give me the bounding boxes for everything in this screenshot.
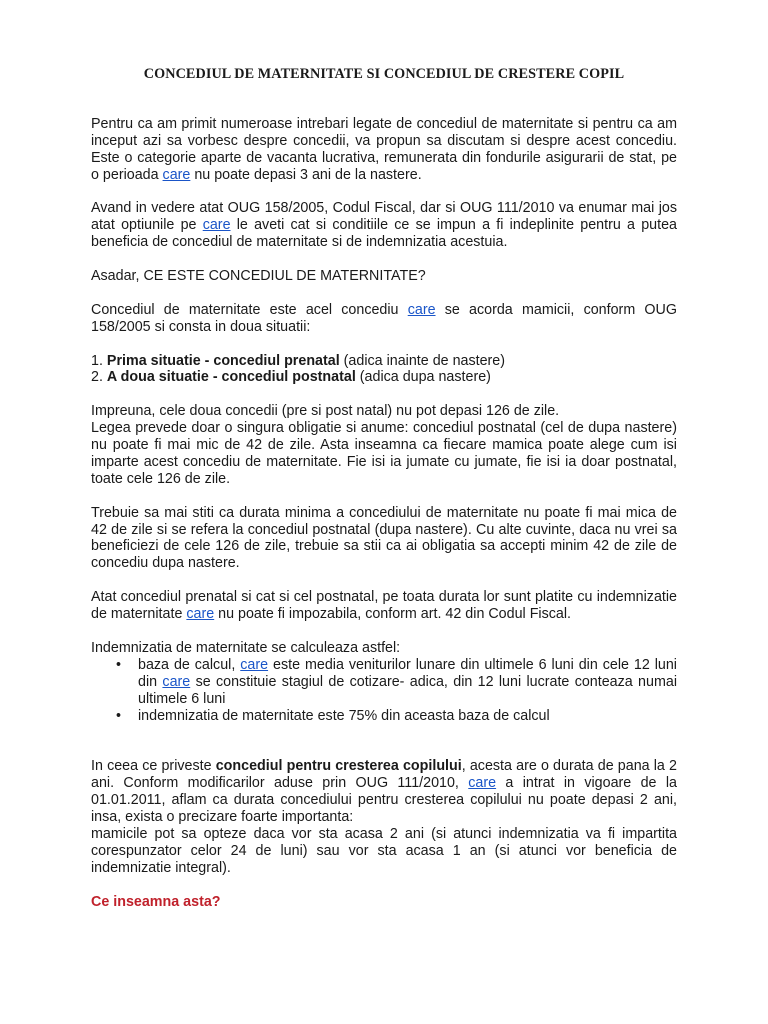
- document-title: CONCEDIUL DE MATERNITATE SI CONCEDIUL DE CRESTERE COPIL: [143, 66, 625, 82]
- minimum-duration-paragraph: Trebuie sa mai stiti ca durata minima a concediului de maternitate nu poate fi mai mica de 42 de zile si se refera la concediul postnatal (dupa nastere). Cu alte cuvinte, daca nu vrei sa beneficiezi de cele 126 de zile, trebuie sa stii ca ai obligatia sa accepti minim 42 de zile de concediu dupa nastere.: [91, 504, 677, 572]
- duration-paragraph: [91, 403, 677, 488]
- bullet-dot: •: [116, 656, 122, 673]
- text-run: Pentru ca am primit numeroase intrebari legate de concediul de maternitate si pentru ca am inceput azi sa vorbesc despre concedii, va propun sa discutam si despre acest concediu. Este o categorie aparte de vacanta lucrativa, remunerata din fondurile asigurarii de stat, pe o perioada: [91, 115, 677, 183]
- care-link[interactable]: care: [162, 166, 191, 183]
- calculation-bullets: [91, 657, 677, 725]
- item-text: (adica dupa nastere): [355, 369, 491, 386]
- child-care-option-text: mamicile pot sa opteze daca vor sta acasa 2 ani (si atunci indemnizatia va fi impartita corespunzator celor 24 de luni) sau vor sta acasa 1 an (si atunci vor beneficia de indemnizatie integral).: [91, 826, 677, 876]
- text-run: se constituie stagiul de cotizare- adica, din 12 luni lucrate conteaza numai ultimele 6 luni: [138, 673, 677, 707]
- text-run: se acorda mamicii, conform OUG 158/2005 si consta in doua situatii:: [91, 301, 677, 335]
- care-link[interactable]: care: [407, 301, 436, 318]
- text-run: este media veniturilor lunare din ultimele 6 luni din cele 12 luni din: [138, 656, 677, 690]
- item-bold-label: A doua situatie - concediul postnatal: [106, 369, 356, 386]
- situations-list: [91, 353, 677, 387]
- definition-paragraph: [91, 302, 677, 336]
- item-text: (adica inainte de nastere): [339, 352, 506, 369]
- payment-paragraph: [91, 589, 677, 623]
- item-number: 2.: [91, 369, 107, 386]
- text-run: le aveti cat si conditiile ce se impun a fi indeplinite pentru a putea beneficia de concediul de maternitate si de indemnizatia acestuia.: [91, 217, 677, 251]
- text-run: nu poate fi impozabila, conform art. 42 din Codul Fiscal.: [214, 606, 571, 623]
- text-run: a intrat in vigoare de la 01.01.2011, aflam ca durata concediului pentru cresterea copilului nu poate depasi 2 ani, insa, exista o precizare foarte importanta:: [91, 775, 677, 826]
- text-run: indemnizatia de maternitate este 75% din aceasta baza de calcul: [138, 707, 550, 724]
- situation-item-2: [91, 369, 677, 386]
- calculation-section: [91, 640, 677, 725]
- item-number: 1.: [91, 352, 107, 369]
- intro-paragraph: [91, 116, 677, 184]
- text-run: nu poate depasi 3 ani de la nastere.: [190, 166, 422, 183]
- document-page: [91, 66, 677, 911]
- text-run: baza de calcul,: [138, 656, 241, 673]
- question-heading: Asadar, CE ESTE CONCEDIUL DE MATERNITATE?: [91, 268, 426, 285]
- duration-line: Impreuna, cele doua concedii (pre si post natal) nu pot depasi 126 de zile.: [91, 403, 560, 420]
- care-link[interactable]: care: [186, 606, 215, 623]
- child-care-paragraph: [91, 758, 677, 876]
- calculation-intro: Indemnizatia de maternitate se calculeaza astfel:: [91, 639, 401, 656]
- section-heading-red: Ce inseamna asta?: [91, 893, 221, 910]
- bullet-item: [91, 657, 677, 708]
- child-care-text: [91, 758, 677, 826]
- text-run: Concediul de maternitate este acel concediu: [91, 301, 408, 318]
- bullet-dot: •: [116, 707, 122, 724]
- situation-item-1: [91, 353, 677, 370]
- obligation-text: Legea prevede doar o singura obligatie si anume: concediul postnatal (cel de dupa nastere) nu poate fi mai mic de 42 de zile. Asta inseamna ca fiecare mamica poate alege cum isi imparte acest concediu de maternitate. Fie isi ia jumate cu jumate, fie isi ia doar postnatal, toate cele 126 de zile.: [91, 420, 677, 487]
- text-run: In ceea ce priveste: [91, 758, 216, 775]
- bold-term: concediul pentru cresterea copilului: [215, 758, 462, 775]
- care-link[interactable]: care: [162, 673, 191, 690]
- care-link[interactable]: care: [240, 656, 269, 673]
- care-link[interactable]: care: [468, 775, 497, 792]
- text-run: Avand in vedere atat OUG 158/2005, Codul Fiscal, dar si OUG 111/2010 va enumar mai jos atat optiunile pe: [91, 200, 677, 234]
- text-run: , acesta are o durata de pana la 2 ani. Conform modificarilor aduse prin OUG 111/2010,: [91, 758, 677, 792]
- text-run: Atat concediul prenatal si cat si cel postnatal, pe toata durata lor sunt platite cu indemnizatie de maternitate: [91, 589, 677, 623]
- legal-basis-paragraph: [91, 200, 677, 251]
- care-link[interactable]: care: [202, 217, 231, 234]
- item-bold-label: Prima situatie - concediul prenatal: [106, 352, 340, 369]
- bullet-item: [91, 708, 677, 725]
